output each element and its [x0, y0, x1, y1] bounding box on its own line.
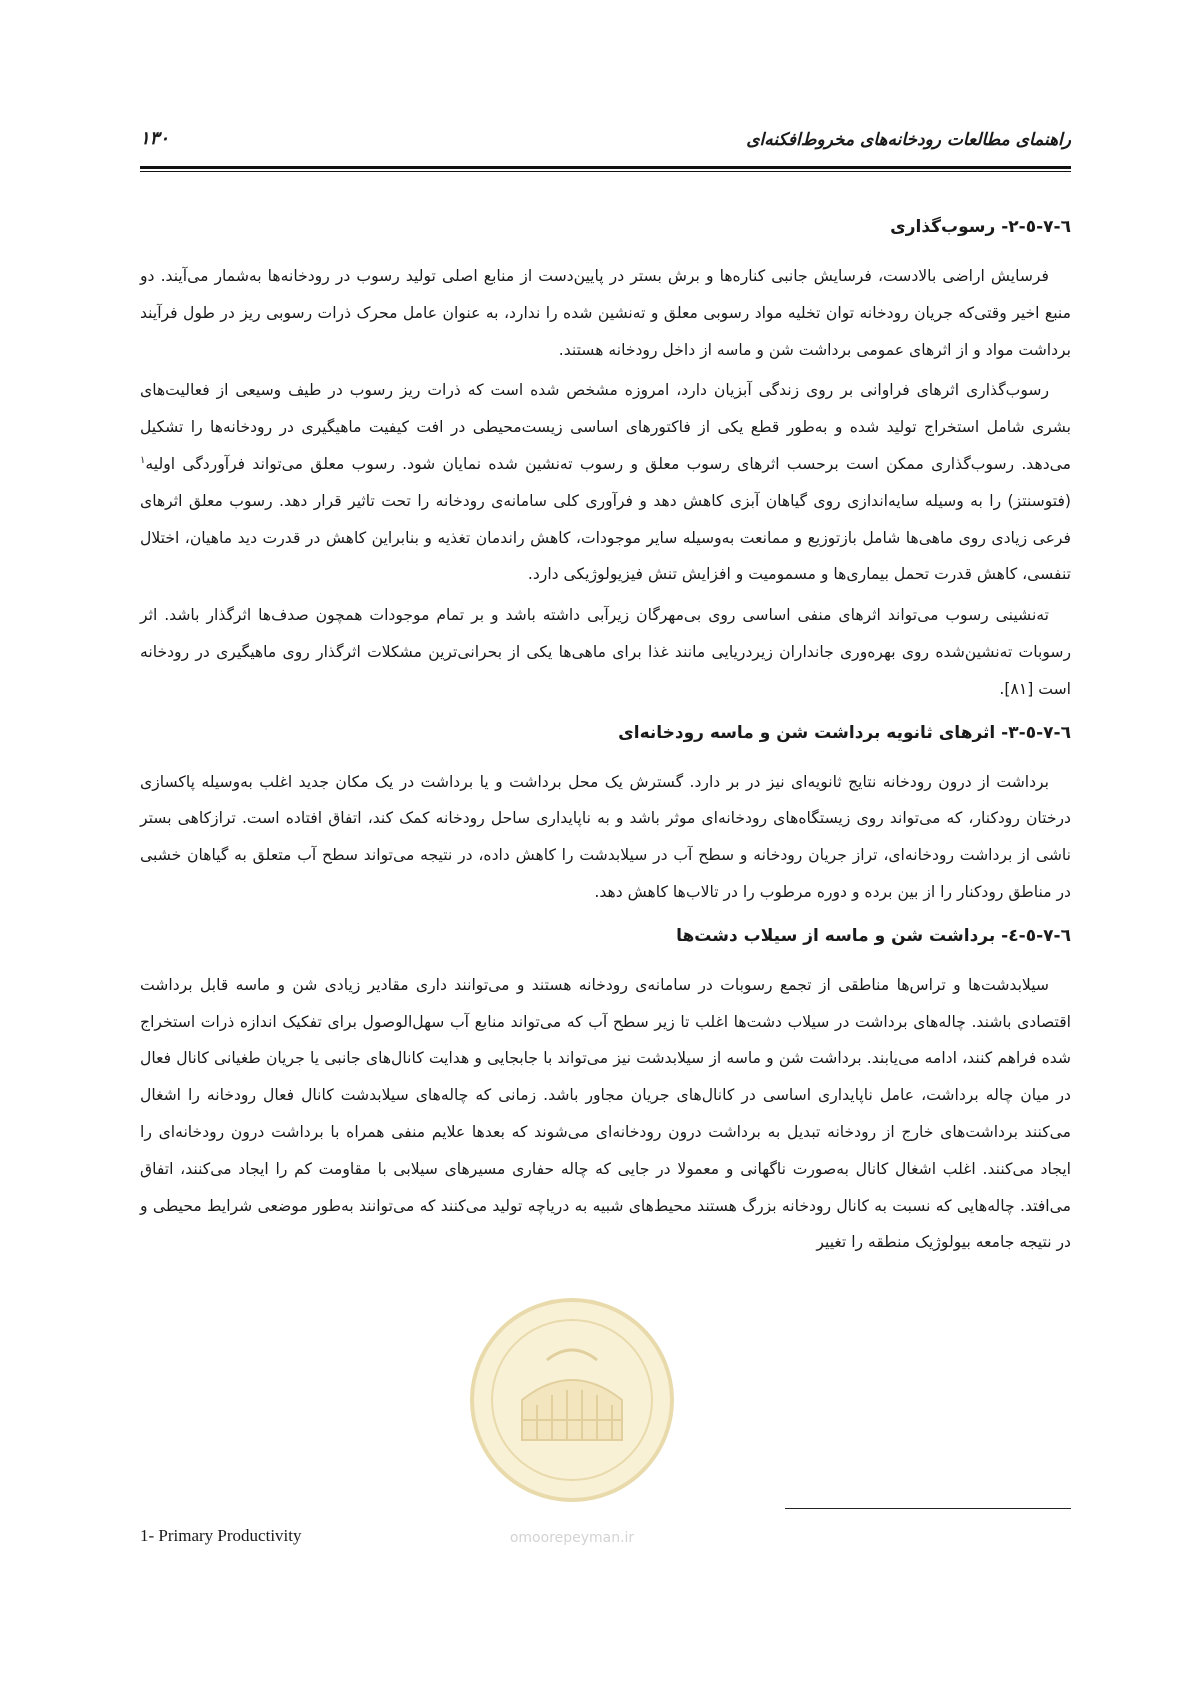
section-heading: ٦-٧-٥-٤- برداشت شن و ماسه از سیلاب دشت‌ها [676, 925, 1071, 946]
page-header [140, 126, 1071, 166]
footnote: 1- Primary Productivity [140, 1526, 302, 1545]
paragraph-text: رسوب‌گذاری اثرهای فراوانی بر روی زندگی آبزیان دارد، امروزه مشخص شده است که ذرات ریز رسوب در طیف وسیعی از فعالیت‌های بشری شامل استخراج تولید شده و به‌طور قطع یکی از فاکتورهای اساسی زیست‌محیطی در افت کیفیت ماهیگیری در رودخانه‌ها را تشکیل می‌دهد. رسوب‌گذاری ممکن است برحسب اثرهای رسوب معلق و رسوب ته‌نشین شده نمایان شود. رسوب معلق می‌تواند فرآوردگی اولیه [140, 381, 1071, 473]
section-heading: ٦-٧-٥-٢- رسوب‌گذاری [890, 217, 1071, 237]
page-number: ۱۳۰ [140, 128, 170, 149]
paragraph: سیلابدشت‌ها و تراس‌ها مناطقی از تجمع رسوبات در سامانه‌ی رودخانه هستند و می‌توانند داری مقادیر زیادی شن و ماسه قابل برداشت اقتصادی باشند. چاله‌های برداشت در سیلاب دشت‌ها اغلب تا زیر سطح آب که می‌تواند منابع آب سهل‌الوصول برای تفکیک اندازه ذرات استخراج شده فراهم کنند، ادامه می‌یابند. برداشت شن و ماسه از سیلابدشت نیز می‌تواند با جابجایی و هدایت کانال‌های جانبی یا جریان طغیانی کانال فعال در میان چاله برداشت، عامل ناپایداری اساسی در کانال‌های جریان مجاور باشد. زمانی که چاله‌های سیلابدشت کانال فعال رودخانه را اشغال می‌کنند برداشت‌های خارج از رودخانه تبدیل به برداشت درون رودخانه‌ای می‌شوند که بعدها علایم منفی همراه با برداشت درون رودخانه‌ای را ایجاد می‌کنند. اغلب اشغال کانال به‌صورت ناگهانی و معمولا در جایی که چاله حفاری مسیرهای سیلابی با مقاومت کم را ایجاد می‌کنند، اتفاق می‌افتد. چاله‌هایی که نسبت به کانال رودخانه بزرگ هستند محیط‌های شبیه به دریاچه تولید می‌کنند که می‌توانند به‌طور موضعی شرایط محیطی و در نتیجه جامعه بیولوژیک منطقه را تغییر [140, 975, 1071, 1252]
paragraph-text: (فتوسنتز) را به وسیله سایه‌اندازی روی گیاهان آبزی کاهش دهد و فرآوری کلی سامانه‌ی رودخانه را تحت تاثیر قرار دهد. رسوب معلق اثرهای فرعی زیادی روی ماهی‌ها شامل بازتوزیع و ممانعت به‌وسیله سایر موجودات، کاهش راندمان تغذیه و بنابراین کاهش در قدرت دید ماهیان، اختلال تنفسی، کاهش قدرت تحمل بیماری‌ها و مسمومیت و افزایش تنش [140, 491, 1071, 584]
seal-icon [462, 1290, 682, 1530]
paragraph: برداشت از درون رودخانه نتایج ثانویه‌ای نیز در بر دارد. گسترش یک محل برداشت و یا برداشت در یک مکان جدید اغلب به‌وسیله پاکسازی درختان رودکنار، که می‌تواند روی زیستگاه‌های رودخانه‌ای موثر باشد و به ناپایداری ساحل رودخانه کمک کند، اتفاق افتاده است. ترازکاهی بستر ناشی از برداشت رودخانه‌ای، تراز جریان رودخانه و سطح آب در سیلابدشت را کاهش داده، در نتیجه می‌تواند سطح آب متعلق به گیاهان خشبی در مناطق رودکنار را از بین برده و دوره مرطوب را در تالاب‌ها کاهش دهد. [140, 772, 1071, 901]
running-title: راهنمای مطالعات رودخانه‌های مخروط‌افکنه‌ای [746, 130, 1071, 150]
paragraph: ته‌نشینی رسوب می‌تواند اثرهای منفی اساسی روی بی‌مهرگان زیرآبی داشته باشد و بر تمام موجودات همچون صدف‌ها اثرگذار باشد. اثر رسوبات ته‌نشین‌شده روی بهره‌وری جانداران زیردریایی مانند غذا برای ماهی‌ها یکی از بحرانی‌ترین مشکلات اثرگذار روی ماهیگیری در رودخانه است [۸۱]. [140, 606, 1071, 698]
section-heading: ٦-٧-٥-٣- اثرهای ثانویه برداشت شن و ماسه رودخانه‌ای [618, 722, 1071, 743]
footnote-rule [785, 1508, 1071, 1509]
page-body [140, 212, 1071, 1265]
watermark-site: omoorepeyman.ir [509, 1530, 635, 1546]
paragraph-text: فیزیولوژیکی دارد. [527, 565, 644, 584]
header-rule [140, 166, 1071, 169]
footnote-marker[interactable]: ۱ [140, 454, 146, 466]
header-rule-thin [140, 171, 1071, 172]
watermark-seal [462, 1290, 682, 1560]
paragraph: فرسایش اراضی بالادست، فرسایش جانبی کناره‌ها و برش بستر در پایین‌دست از منابع اصلی تولید رسوب در رودخانه‌ها به‌شمار می‌آیند. دو منبع اخیر وقتی‌که جریان رودخانه توان تخلیه مواد رسوبی معلق و ته‌نشین شده را ندارد، به عنوان عامل محرک ذرات رسوبی ریز در طول فرآیند برداشت مواد و از اثرهای عمومی برداشت شن و ماسه از داخل رودخانه هستند. [140, 267, 1071, 359]
paragraph [140, 372, 1071, 593]
